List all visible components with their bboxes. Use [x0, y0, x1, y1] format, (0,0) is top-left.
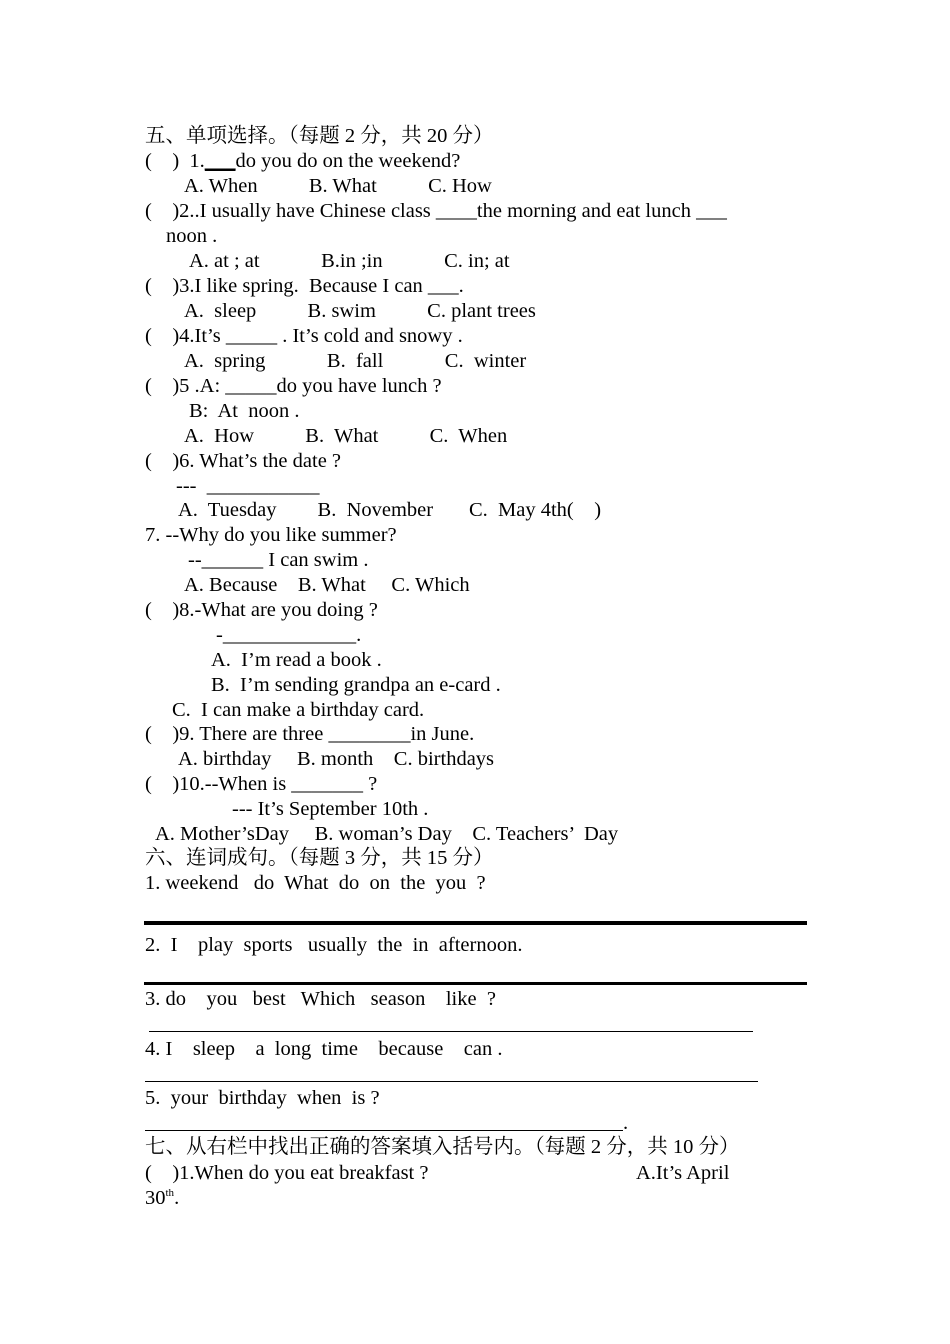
sentence-item-2: 2. I play sports usually the in afternoon.: [145, 934, 523, 956]
section-five-title: 五、单项选择。（每题 2 分，共 20 分）: [145, 125, 494, 147]
answer-line-3: [149, 1031, 753, 1032]
matching-question-1: ( )1.When do you eat breakfast ?: [145, 1162, 429, 1184]
answer-line-1: [144, 921, 807, 925]
question-7-options: A. Because B. What C. Which: [184, 574, 470, 596]
question-1-text: do you do on the weekend?: [235, 150, 461, 172]
question-9-options: A. birthday B. month C. birthdays: [178, 748, 495, 770]
matching-answer-a-continued: [145, 1186, 179, 1210]
date-number: 30: [145, 1187, 166, 1209]
question-4-options: A. spring B. fall C. winter: [184, 350, 527, 372]
sentence-item-3: 3. do you best Which season like ?: [145, 988, 496, 1010]
question-4: ( )4.It’s _____ . It’s cold and snowy .: [145, 325, 463, 347]
question-1-blank: ___: [204, 150, 236, 172]
question-7: 7. --Why do you like summer?: [145, 524, 397, 546]
question-5: ( )5 .A: _____do you have lunch ?: [145, 375, 442, 397]
question-5-options: A. How B. What C. When: [184, 425, 508, 447]
sentence-item-5: 5. your birthday when is ?: [145, 1087, 380, 1109]
question-10-options: A. Mother’sDay B. woman’s Day C. Teachers’ Day: [155, 823, 619, 845]
question-2-line2: noon .: [166, 225, 218, 247]
answer-line-5-period: .: [623, 1112, 629, 1134]
section-seven-title: 七、从右栏中找出正确的答案填入括号内。（每题 2 分，共 10 分）: [145, 1136, 740, 1158]
question-5-answer: B: At noon .: [189, 400, 300, 422]
date-period: .: [174, 1187, 180, 1209]
question-8-option-b: B. I’m sending grandpa an e-card .: [211, 674, 501, 696]
question-6: ( )6. What’s the date ?: [145, 450, 342, 472]
question-6-options: A. Tuesday B. November C. May 4th( ): [178, 499, 602, 521]
question-2-options: A. at ; at B.in ;in C. in; at: [189, 250, 510, 272]
question-9: ( )9. There are three ________in June.: [145, 723, 475, 745]
answer-line-2: [144, 982, 807, 985]
sentence-item-1: 1. weekend do What do on the you ?: [145, 872, 486, 894]
question-1-options: A. When B. What C. How: [184, 175, 492, 197]
question-3: ( )3.I like spring. Because I can ___.: [145, 275, 464, 297]
answer-line-5: [145, 1130, 623, 1131]
question-8-option-a: A. I’m read a book .: [211, 649, 382, 671]
question-3-options: A. sleep B. swim C. plant trees: [184, 300, 536, 322]
question-10-answer: --- It’s September 10th .: [232, 798, 429, 820]
question-1-paren: ( ) 1.: [145, 150, 205, 172]
question-8: ( )8.-What are you doing ?: [145, 599, 378, 621]
sentence-item-4: 4. I sleep a long time because can .: [145, 1038, 503, 1060]
date-suffix: th: [165, 1187, 175, 1200]
matching-answer-a: A.It’s April: [636, 1162, 730, 1184]
question-7-answer: --______ I can swim .: [188, 549, 369, 571]
question-6-blank: --- ___________: [176, 475, 320, 497]
question-2-line1: ( )2..I usually have Chinese class ____the morning and eat lunch ___: [145, 200, 727, 222]
section-six-title: 六、连词成句。（每题 3 分，共 15 分）: [145, 847, 494, 869]
question-1: [145, 149, 460, 173]
question-8-option-c: C. I can make a birthday card.: [172, 699, 425, 721]
question-10: ( )10.--When is _______ ?: [145, 773, 378, 795]
question-8-blank: -_____________.: [216, 624, 362, 646]
answer-line-4: [145, 1081, 758, 1082]
